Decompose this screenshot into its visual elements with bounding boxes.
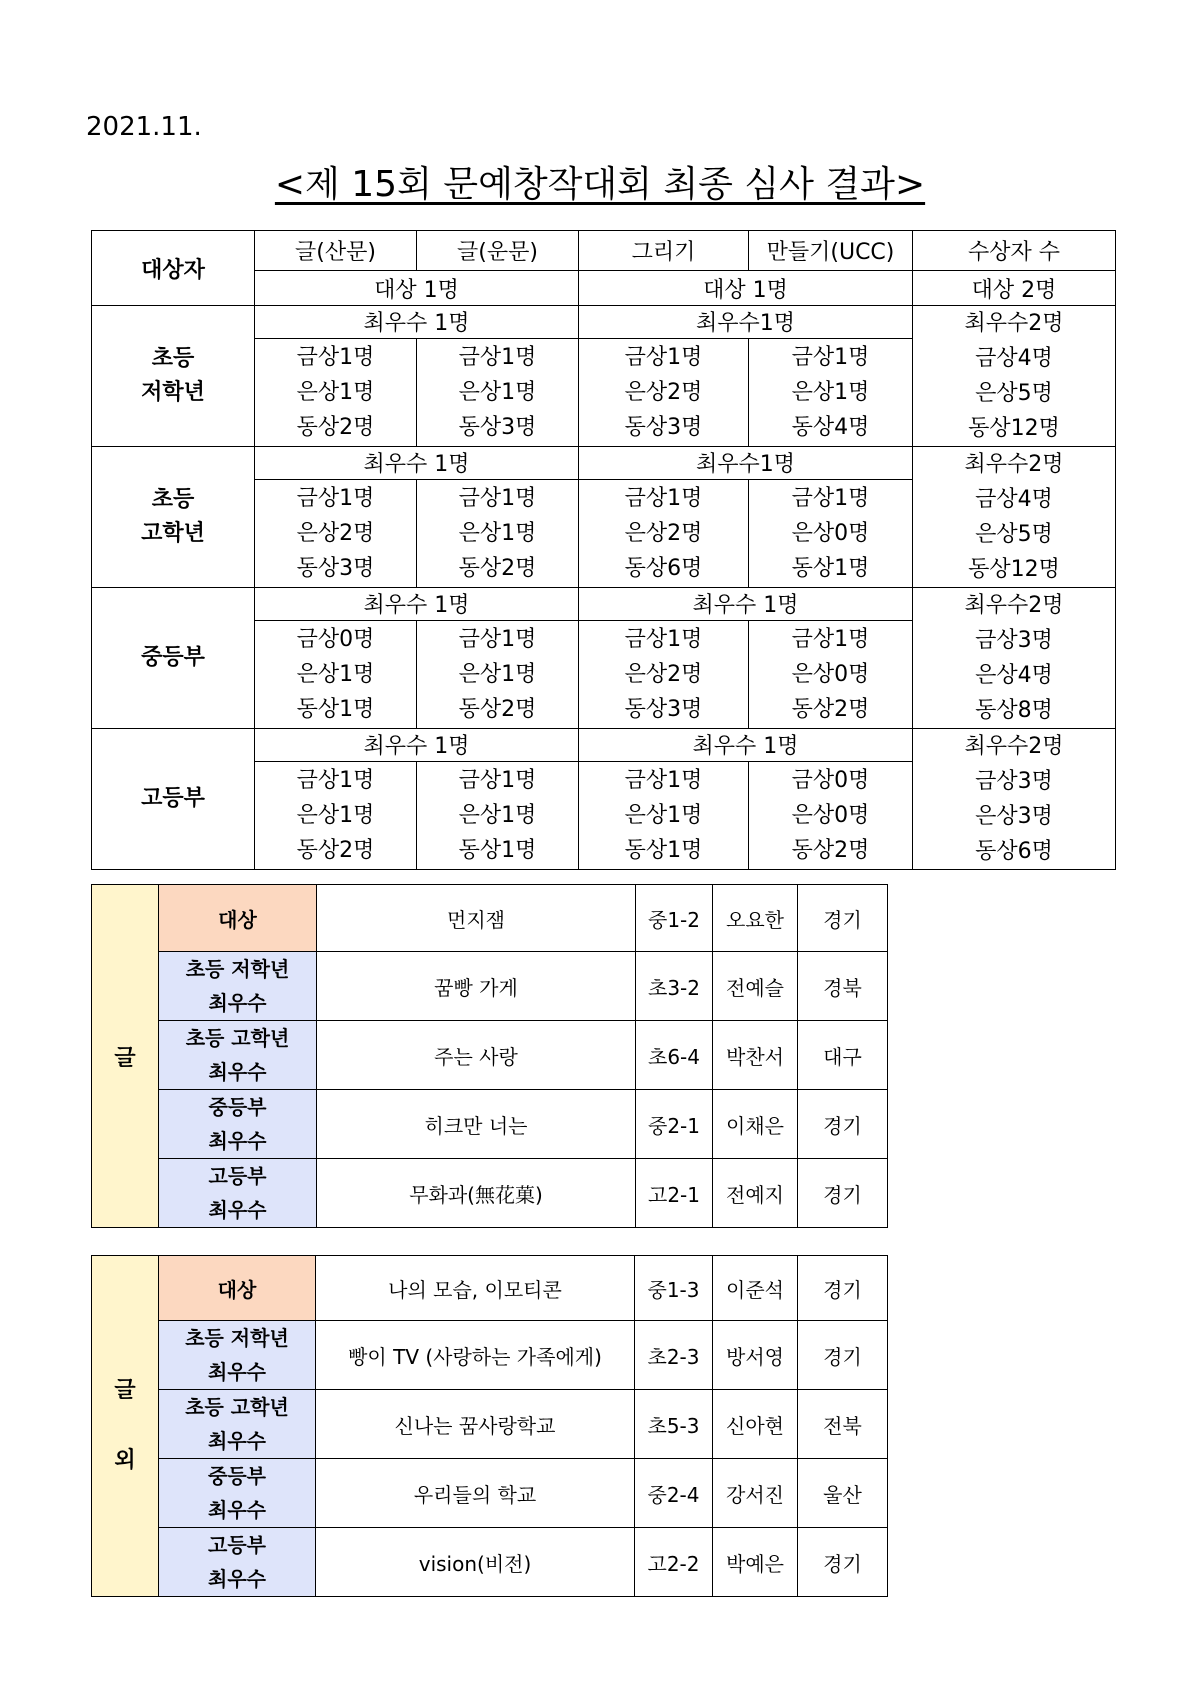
category-cell [92, 885, 159, 1228]
category-label-2: 외 [114, 1448, 136, 1473]
total-line: 동상12명 [968, 557, 1060, 582]
region-cell: 경기 [798, 1321, 888, 1390]
region-cell: 대구 [798, 1021, 888, 1090]
award-line2: 최우수 [208, 1429, 266, 1453]
group-label-line1: 초등 [151, 346, 195, 371]
writing-winners-table [91, 884, 888, 1228]
group-label-line2: 고학년 [141, 521, 205, 546]
best-other: 최우수 1명 [579, 729, 913, 762]
work-title: 신나는 꿈사랑학교 [316, 1390, 635, 1459]
award-line2: 최우수 [208, 1360, 266, 1384]
draw-counts [579, 338, 749, 446]
total-line: 최우수2명 [964, 734, 1064, 759]
header-count: 수상자 수 [913, 231, 1116, 271]
count-line: 은상0명 [791, 661, 870, 687]
group-total [913, 588, 1116, 729]
work-title: 빵이 TV (사랑하는 가족에게) [316, 1321, 635, 1390]
count-line: 금상1명 [458, 626, 537, 652]
work-title: 먼지잼 [317, 885, 636, 952]
count-line: 금상1명 [791, 344, 870, 370]
count-line: 동상2명 [458, 555, 537, 581]
name-cell: 강서진 [713, 1459, 798, 1528]
work-title: 꿈빵 가게 [317, 952, 636, 1021]
verse-counts [417, 338, 579, 446]
region-cell: 전북 [798, 1390, 888, 1459]
region-cell: 경기 [798, 1090, 888, 1159]
group-total [913, 729, 1116, 870]
count-line: 금상1명 [791, 485, 870, 511]
verse-counts [417, 479, 579, 587]
count-line: 은상1명 [458, 520, 537, 546]
group-total [913, 306, 1116, 447]
winner-row [92, 1528, 888, 1597]
class-cell: 초3-2 [636, 952, 713, 1021]
count-line: 동상3명 [296, 555, 375, 581]
region-cell: 경북 [798, 952, 888, 1021]
count-line: 동상3명 [624, 414, 703, 440]
draw-counts [579, 479, 749, 587]
summary-table [91, 230, 1116, 870]
count-line: 은상2명 [624, 520, 703, 546]
winner-row [92, 1021, 888, 1090]
award-cell [159, 1528, 316, 1597]
winner-row [92, 1390, 888, 1459]
total-line: 은상5명 [975, 522, 1053, 547]
class-cell: 중2-1 [636, 1090, 713, 1159]
count-line: 동상1명 [791, 555, 870, 581]
total-line: 동상12명 [968, 416, 1060, 441]
count-line: 은상2명 [624, 379, 703, 405]
verse-counts [417, 620, 579, 728]
best-other: 최우수1명 [579, 447, 913, 480]
category-label-1: 글 [114, 1378, 136, 1403]
count-line: 동상3명 [458, 414, 537, 440]
region-cell: 경기 [798, 1159, 888, 1228]
prose-counts [255, 761, 417, 869]
winner-row [92, 1459, 888, 1528]
count-line: 은상1명 [296, 379, 375, 405]
award-cell [159, 1090, 317, 1159]
class-cell: 중1-2 [636, 885, 713, 952]
total-line: 동상6명 [975, 839, 1053, 864]
other-winners-table [91, 1255, 888, 1597]
best-other: 최우수 1명 [579, 588, 913, 621]
count-line: 은상1명 [458, 379, 537, 405]
count-line: 금상0명 [791, 767, 870, 793]
work-title: vision(비전) [316, 1528, 635, 1597]
class-cell: 중2-4 [635, 1459, 713, 1528]
total-line: 은상3명 [975, 804, 1053, 829]
award-line2: 최우수 [208, 1129, 267, 1153]
count-line: 동상1명 [458, 837, 537, 863]
count-line: 은상0명 [791, 520, 870, 546]
winner-row [92, 885, 888, 952]
count-line: 금상1명 [296, 344, 375, 370]
total-line: 최우수2명 [964, 593, 1064, 618]
count-line: 은상1명 [624, 802, 703, 828]
make-counts [749, 761, 913, 869]
winner-row [92, 1321, 888, 1390]
award-cell [159, 952, 317, 1021]
header-verse: 글(운문) [417, 231, 579, 271]
count-line: 금상1명 [458, 344, 537, 370]
name-cell: 이채은 [713, 1090, 798, 1159]
winner-row [92, 1256, 888, 1321]
class-cell: 중1-3 [635, 1256, 713, 1321]
award-line2: 최우수 [208, 1198, 267, 1222]
count-line: 은상1명 [791, 379, 870, 405]
total-line: 동상8명 [975, 698, 1053, 723]
count-line: 은상1명 [458, 802, 537, 828]
date-line: 2021.11. [86, 112, 202, 142]
award-cell [159, 1321, 316, 1390]
header-make: 만들기(UCC) [749, 231, 913, 271]
work-title: 무화과(無花菓) [317, 1159, 636, 1228]
total-line: 금상3명 [975, 628, 1053, 653]
count-line: 금상1명 [791, 626, 870, 652]
category-label: 글 [114, 1045, 136, 1071]
count-line: 동상2명 [791, 837, 870, 863]
class-cell: 초6-4 [636, 1021, 713, 1090]
count-line: 동상3명 [624, 696, 703, 722]
count-line: 동상2명 [296, 414, 375, 440]
header-prose: 글(산문) [255, 231, 417, 271]
award-cell [159, 1459, 316, 1528]
header-draw: 그리기 [579, 231, 749, 271]
count-line: 은상0명 [791, 802, 870, 828]
count-line: 동상2명 [458, 696, 537, 722]
header-target: 대상자 [92, 231, 255, 306]
count-line: 금상1명 [296, 485, 375, 511]
count-line: 금상1명 [624, 626, 703, 652]
count-line: 금상1명 [624, 485, 703, 511]
count-line: 금상1명 [624, 767, 703, 793]
group-label-line1: 고등부 [141, 786, 205, 811]
count-line: 금상1명 [624, 344, 703, 370]
award-line2: 최우수 [208, 1498, 266, 1522]
prose-counts [255, 338, 417, 446]
award-line2: 최우수 [208, 1060, 267, 1084]
count-line: 동상1명 [296, 696, 375, 722]
best-writing: 최우수 1명 [255, 729, 579, 762]
award-cell [159, 1390, 316, 1459]
name-cell: 이준석 [713, 1256, 798, 1321]
total-line: 금상3명 [975, 769, 1053, 794]
region-cell: 경기 [798, 1528, 888, 1597]
group-label-line1: 중등부 [141, 645, 205, 670]
count-line: 동상4명 [791, 414, 870, 440]
group-label-line2: 저학년 [141, 380, 205, 405]
award-line1: 중등부 [208, 1464, 266, 1488]
make-counts [749, 338, 913, 446]
class-cell: 고2-2 [635, 1528, 713, 1597]
prose-counts [255, 479, 417, 587]
name-cell: 전예지 [713, 1159, 798, 1228]
count-line: 은상1명 [458, 661, 537, 687]
group-label [92, 447, 255, 588]
count-line: 은상2명 [296, 520, 375, 546]
count-line: 금상1명 [458, 485, 537, 511]
region-cell: 경기 [798, 885, 888, 952]
total-line: 최우수2명 [964, 311, 1064, 336]
category-cell [92, 1256, 159, 1597]
name-cell: 전예슬 [713, 952, 798, 1021]
prose-counts [255, 620, 417, 728]
award-cell [159, 1021, 317, 1090]
group-total [913, 447, 1116, 588]
count-line: 동상6명 [624, 555, 703, 581]
total-line: 은상4명 [975, 663, 1053, 688]
work-title: 우리들의 학교 [316, 1459, 635, 1528]
grand-writing: 대상 1명 [255, 271, 579, 306]
award-cell: 대상 [159, 885, 317, 952]
group-label [92, 588, 255, 729]
award-line2: 최우수 [208, 1567, 266, 1591]
total-line: 은상5명 [975, 381, 1053, 406]
award-line1: 고등부 [208, 1164, 267, 1188]
total-line: 금상4명 [975, 346, 1053, 371]
name-cell: 오요한 [713, 885, 798, 952]
count-line: 은상1명 [296, 802, 375, 828]
award-line1: 초등 저학년 [185, 957, 290, 981]
group-label [92, 306, 255, 447]
best-other: 최우수1명 [579, 306, 913, 339]
group-label [92, 729, 255, 870]
total-line: 금상4명 [975, 487, 1053, 512]
page-title [0, 156, 1200, 207]
best-writing: 최우수 1명 [255, 447, 579, 480]
award-line1: 중등부 [208, 1095, 267, 1119]
verse-counts [417, 761, 579, 869]
draw-counts [579, 761, 749, 869]
total-line: 최우수2명 [964, 452, 1064, 477]
work-title: 주는 사랑 [317, 1021, 636, 1090]
region-cell: 경기 [798, 1256, 888, 1321]
group-label-line1: 초등 [151, 487, 195, 512]
grand-total: 대상 2명 [913, 271, 1116, 306]
work-title: 나의 모습, 이모티콘 [316, 1256, 635, 1321]
class-cell: 고2-1 [636, 1159, 713, 1228]
count-line: 동상2명 [296, 837, 375, 863]
award-line1: 고등부 [208, 1533, 266, 1557]
award-line2: 최우수 [208, 991, 267, 1015]
count-line: 동상2명 [791, 696, 870, 722]
count-line: 금상1명 [458, 767, 537, 793]
award-line1: 초등 고학년 [185, 1026, 290, 1050]
class-cell: 초5-3 [635, 1390, 713, 1459]
count-line: 금상1명 [296, 767, 375, 793]
region-cell: 울산 [798, 1459, 888, 1528]
winner-row [92, 1090, 888, 1159]
make-counts [749, 620, 913, 728]
winner-row [92, 1159, 888, 1228]
name-cell: 박예은 [713, 1528, 798, 1597]
count-line: 은상1명 [296, 661, 375, 687]
award-line1: 초등 저학년 [185, 1326, 289, 1350]
count-line: 금상0명 [296, 626, 375, 652]
name-cell: 박찬서 [713, 1021, 798, 1090]
name-cell: 신아현 [713, 1390, 798, 1459]
class-cell: 초2-3 [635, 1321, 713, 1390]
name-cell: 방서영 [713, 1321, 798, 1390]
award-cell: 대상 [159, 1256, 316, 1321]
title-text: <제 15회 문예창작대회 최종 심사 결과> [274, 164, 926, 205]
winner-row [92, 952, 888, 1021]
count-line: 은상2명 [624, 661, 703, 687]
draw-counts [579, 620, 749, 728]
work-title: 히크만 너는 [317, 1090, 636, 1159]
best-writing: 최우수 1명 [255, 588, 579, 621]
count-line: 동상1명 [624, 837, 703, 863]
make-counts [749, 479, 913, 587]
grand-other: 대상 1명 [579, 271, 913, 306]
award-cell [159, 1159, 317, 1228]
best-writing: 최우수 1명 [255, 306, 579, 339]
award-line1: 초등 고학년 [185, 1395, 289, 1419]
